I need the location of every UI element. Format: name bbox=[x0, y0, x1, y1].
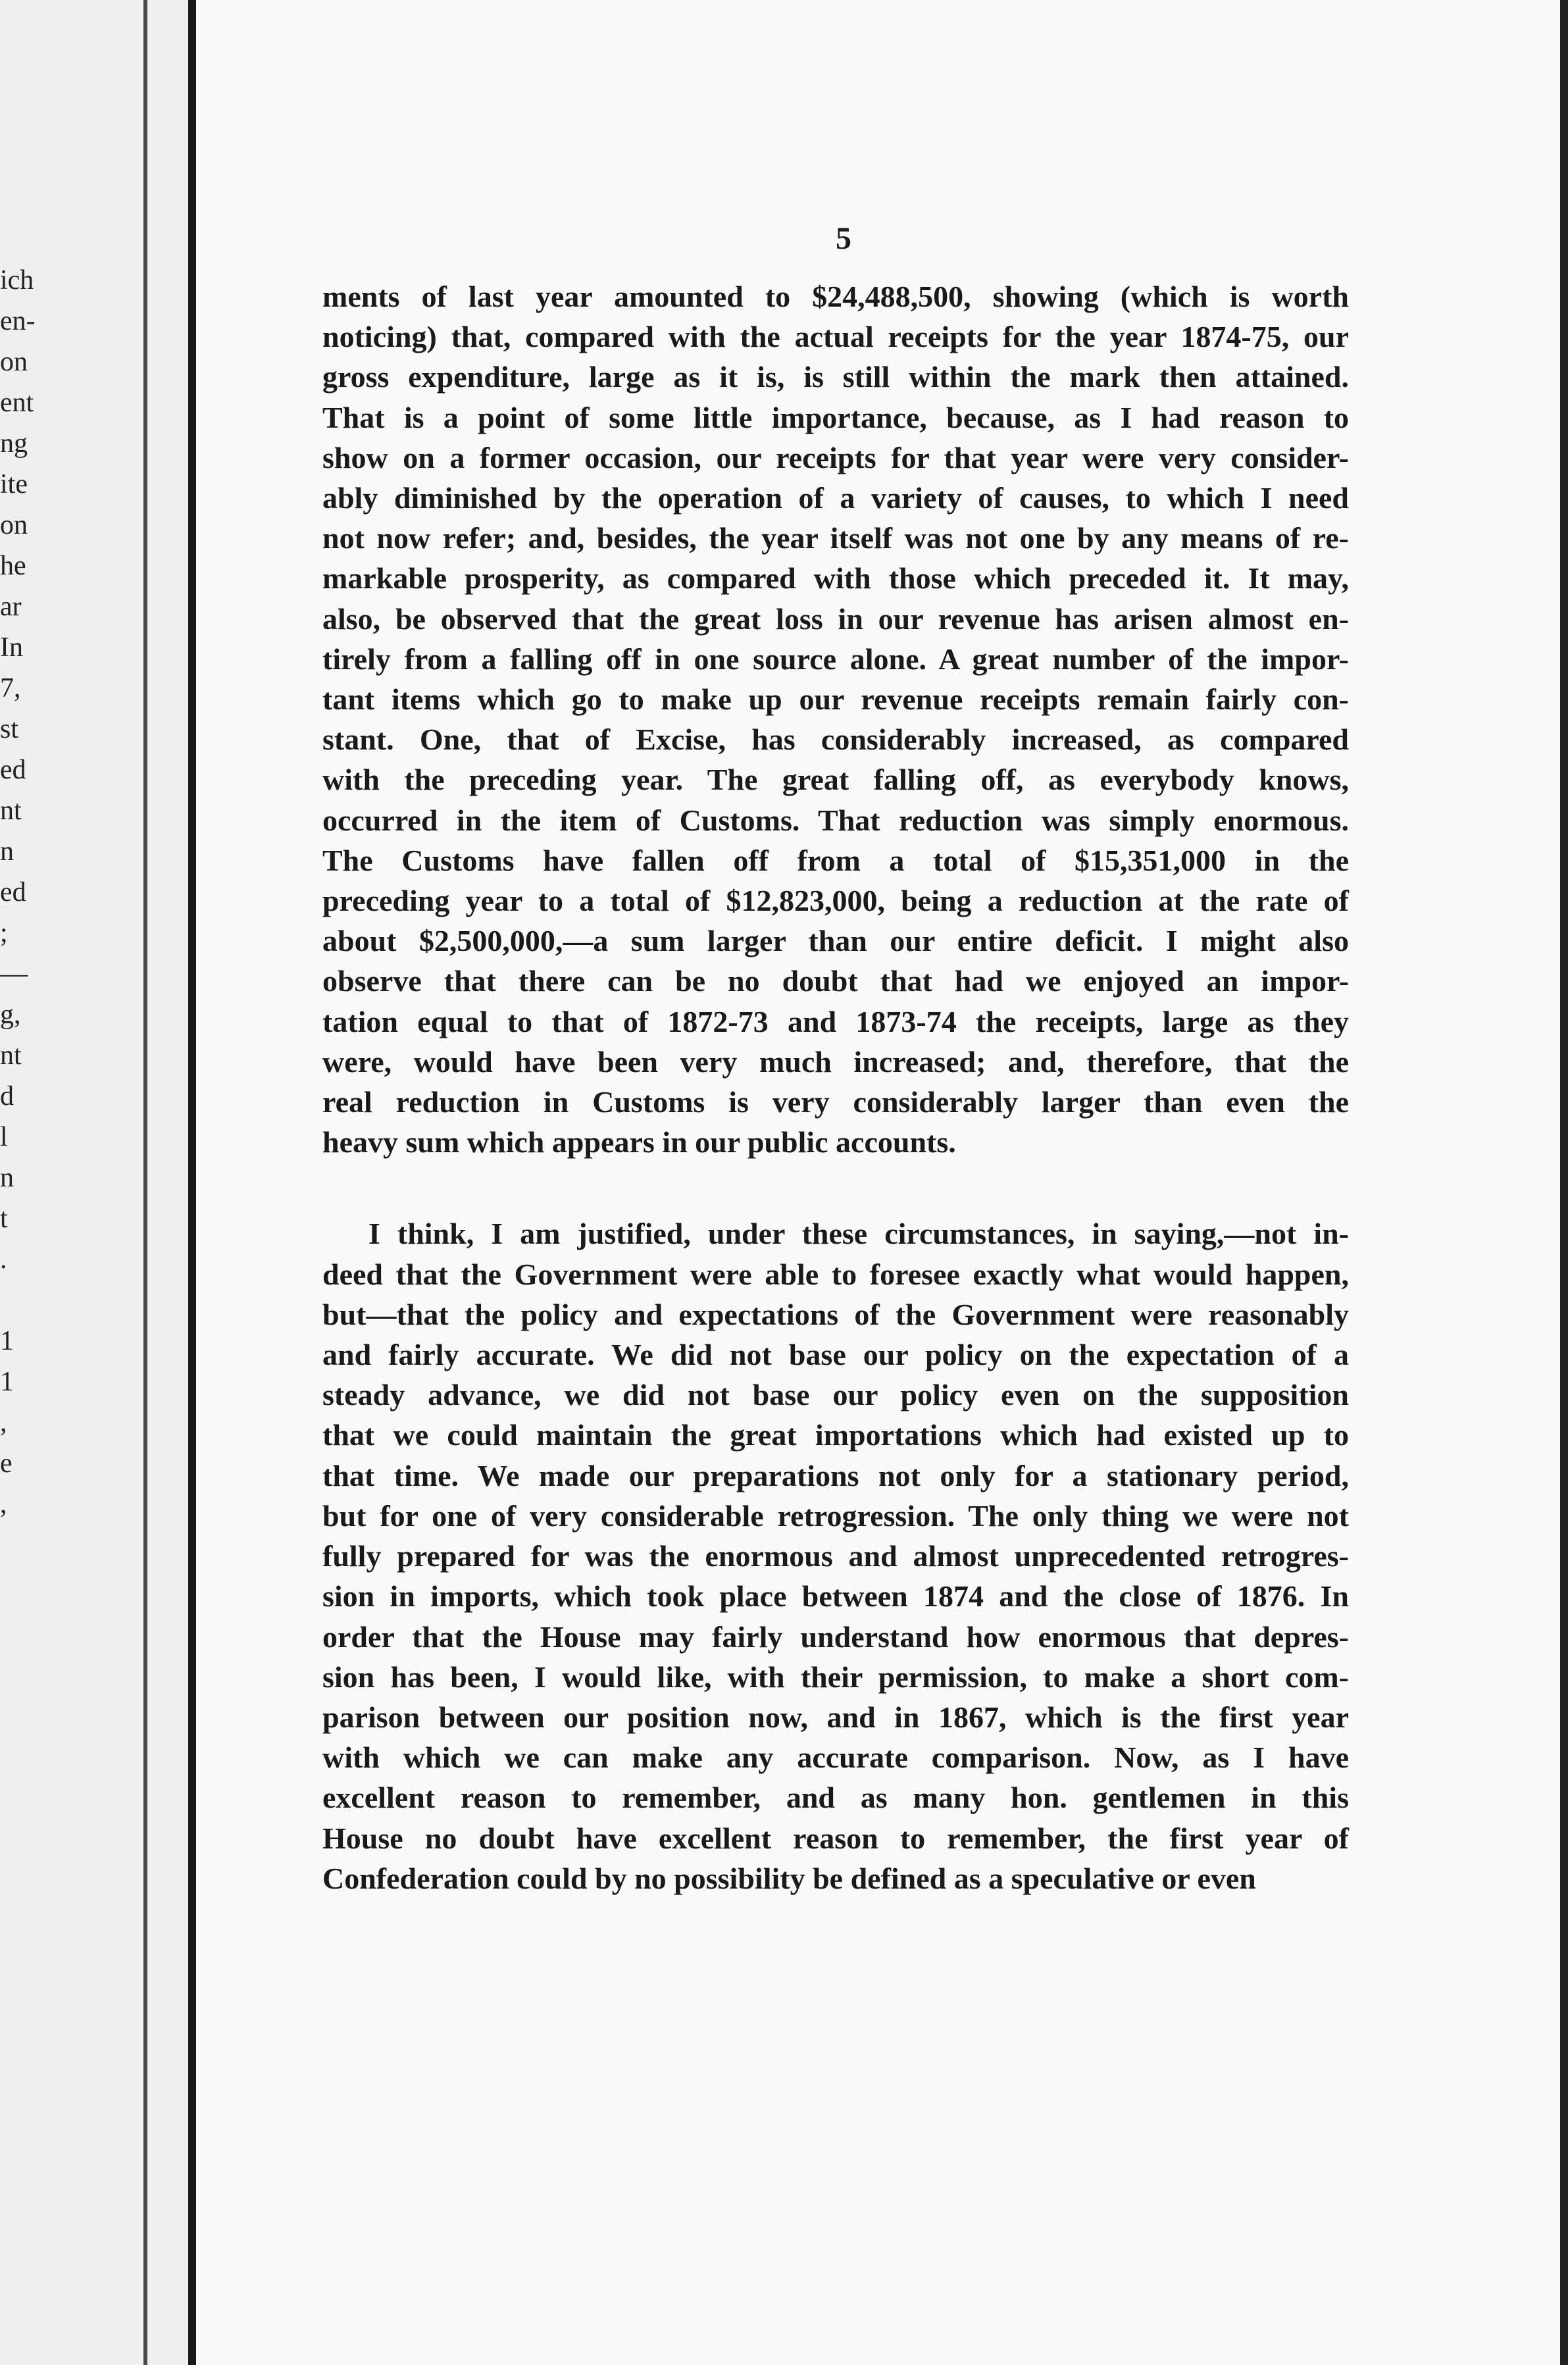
fragment-line: . bbox=[0, 1244, 7, 1275]
text-line: order that the House may fairly understand how enormous that depres- bbox=[322, 1619, 1349, 1654]
text-line: markable prosperity, as compared with those which preceded it. It may, bbox=[322, 561, 1349, 596]
fragment-line: nt bbox=[0, 1040, 22, 1071]
fragment-line: t bbox=[0, 1204, 8, 1234]
text-line: observe that there can be no doubt that had we enjoyed an impor- bbox=[322, 964, 1349, 998]
fragment-line bbox=[0, 1280, 59, 1321]
text-line: noticing) that, compared with the actual receipts for the year 1874-75, our bbox=[322, 320, 1349, 354]
fragment-line: he bbox=[0, 551, 26, 581]
text-line: tirely from a falling off in one source alone. A great number of the impor- bbox=[322, 642, 1349, 676]
text-line: ably diminished by the operation of a variety of causes, to which I need bbox=[322, 481, 1349, 515]
text-line: and fairly accurate. We did not base our policy on the expectation of a bbox=[322, 1338, 1349, 1372]
text-line: about $2,500,000,—a sum larger than our entire deficit. I might also bbox=[322, 924, 1349, 958]
binding-shadow bbox=[143, 0, 147, 2365]
fragment-line: ed bbox=[0, 877, 26, 907]
text-line: That is a point of some little importance, because, as I had reason to bbox=[322, 400, 1349, 434]
text-line: I think, I am justified, under these circumstances, in saying,—not in- bbox=[368, 1217, 1349, 1251]
fragment-line: e bbox=[0, 1448, 13, 1479]
text-line: deed that the Government were able to foresee exactly what would happen, bbox=[322, 1257, 1349, 1291]
text-line: show on a former occasion, our receipts for that year were very consider- bbox=[322, 440, 1349, 474]
text-line: Confederation could by no possibility be defined as a speculative or even bbox=[322, 1861, 1256, 1895]
fragment-line: en- bbox=[0, 306, 36, 336]
body-text bbox=[322, 276, 1349, 1898]
text-line: that we could maintain the great importations which had existed up to bbox=[322, 1418, 1349, 1452]
fragment-line: 7, bbox=[0, 673, 21, 703]
text-line: but for one of very considerable retrogression. The only thing we were not bbox=[322, 1498, 1349, 1533]
fragment-line: ng bbox=[0, 428, 28, 459]
text-line: stant. One, that of Excise, has considerably increased, as compared bbox=[322, 723, 1349, 757]
text-line: that time. We made our preparations not only for a stationary period, bbox=[322, 1458, 1349, 1492]
fragment-line: , bbox=[0, 1489, 7, 1519]
text-line: sion has been, I would like, with their permission, to make a short com- bbox=[322, 1660, 1349, 1694]
text-line: also, be observed that the great loss in our revenue has arisen almost en- bbox=[322, 601, 1349, 636]
fragment-line: n bbox=[0, 836, 14, 867]
text-line: preceding year to a total of $12,823,000, being a reduction at the rate of bbox=[322, 884, 1349, 918]
fragment-line: ent bbox=[0, 388, 34, 418]
fragment-line: nt bbox=[0, 796, 22, 826]
fragment-line: st bbox=[0, 714, 19, 744]
text-line: fully prepared for was the enormous and almost unprecedented retrogres- bbox=[322, 1539, 1349, 1573]
text-line: real reduction in Customs is very considerably larger than even the bbox=[322, 1085, 1349, 1119]
text-line: parison between our position now, and in 1867, which is the first year bbox=[322, 1700, 1349, 1734]
paragraph-2 bbox=[322, 1213, 1349, 1898]
page-number: 5 bbox=[836, 221, 851, 256]
fragment-line: 1 bbox=[0, 1326, 14, 1356]
text-line: House no doubt have excellent reason to remember, the first year of bbox=[322, 1821, 1349, 1855]
fragment-line: n bbox=[0, 1163, 14, 1193]
fragment-line: ; bbox=[0, 918, 8, 948]
text-line: heavy sum which appears in our public accounts. bbox=[322, 1125, 956, 1159]
text-line: not now refer; and, besides, the year itself was not one by any means of re- bbox=[322, 521, 1349, 555]
text-line: tation equal to that of 1872-73 and 1873-74 the receipts, large as they bbox=[322, 1004, 1349, 1038]
text-line: steady advance, we did not base our policy even on the supposition bbox=[322, 1378, 1349, 1412]
facing-page-text-fragments bbox=[0, 260, 59, 1525]
page-edge-right bbox=[1560, 0, 1568, 2365]
text-line: sion in imports, which took place between 1874 and the close of 1876. In bbox=[322, 1579, 1349, 1614]
fragment-line: on bbox=[0, 347, 28, 377]
fragment-line: ich bbox=[0, 265, 34, 295]
text-line: were, would have been very much increased; and, therefore, that the bbox=[322, 1044, 1349, 1079]
gutter-line bbox=[188, 0, 196, 2365]
fragment-line: g, bbox=[0, 1000, 21, 1030]
text-line: gross expenditure, large as it is, is still within the mark then attained. bbox=[322, 360, 1349, 394]
fragment-line: on bbox=[0, 510, 28, 540]
text-line: but—that the policy and expectations of the Government were reasonably bbox=[322, 1297, 1349, 1331]
text-line: occurred in the item of Customs. That reduction was simply enormous. bbox=[322, 803, 1349, 837]
paragraph-1 bbox=[322, 276, 1349, 1162]
text-line: tant items which go to make up our revenue receipts remain fairly con- bbox=[322, 682, 1349, 717]
fragment-line: In bbox=[0, 632, 23, 663]
text-line: excellent reason to remember, and as many hon. gentlemen in this bbox=[322, 1781, 1349, 1815]
fragment-line: ed bbox=[0, 755, 26, 785]
fragment-line: ar bbox=[0, 592, 22, 622]
fragment-line: l bbox=[0, 1122, 8, 1152]
text-line: The Customs have fallen off from a total of $15,351,000 in the bbox=[322, 843, 1349, 877]
fragment-line: , bbox=[0, 1408, 7, 1438]
text-line: with which we can make any accurate comparison. Now, as I have bbox=[322, 1741, 1349, 1775]
fragment-line: 1 bbox=[0, 1367, 14, 1397]
fragment-line: — bbox=[0, 959, 28, 989]
fragment-line: ite bbox=[0, 469, 28, 499]
text-line: ments of last year amounted to $24,488,500, showing (which is worth bbox=[322, 280, 1349, 313]
text-line: with the preceding year. The great falling off, as everybody knows, bbox=[322, 763, 1349, 797]
fragment-line: d bbox=[0, 1081, 14, 1111]
